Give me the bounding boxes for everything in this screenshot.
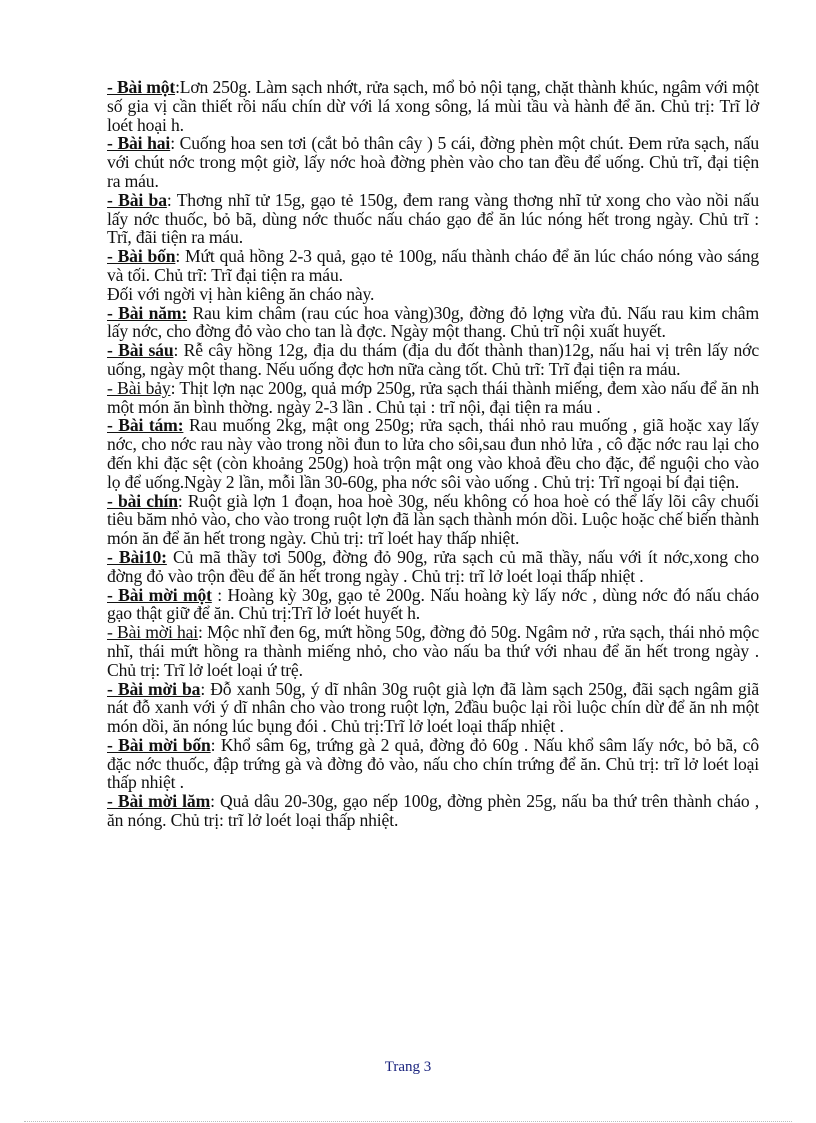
recipe-3 <box>107 191 759 247</box>
recipe-3-label: - Bài ba <box>107 189 167 210</box>
recipe-12-label: - Bài mời hai <box>107 622 199 643</box>
recipe-8-label: - Bài tám: <box>107 415 184 436</box>
recipe-11-text: : Hoàng kỳ 30g, gạo tẻ 200g. Nấu hoàng kỳ lấy nớc , dùng nớc đó nấu cháo gạo thật giữ để ăn. Chủ trị:Trĩ lở loét huyết h. <box>107 584 760 624</box>
recipe-15-label: - Bài mời lăm <box>107 791 211 812</box>
recipe-2 <box>107 134 759 190</box>
recipe-5-text: Rau kim châm (rau cúc hoa vàng)30g, đờng đỏ lợng vừa đủ. Nấu rau kim châm lấy nớc, cho đờng đỏ vào cho tan là đợc. Ngày một thang. Chủ trĩ nội xuất huyết. <box>107 302 759 342</box>
recipe-13-label: - Bài mời ba <box>107 678 201 699</box>
recipe-6-label: - Bài sáu <box>107 340 174 361</box>
recipe-4-label: - Bài bốn <box>107 246 176 267</box>
recipe-4-note <box>107 285 759 304</box>
recipe-1-label: - Bài một <box>107 77 176 97</box>
recipe-9-label: - bài chín <box>107 490 178 511</box>
recipe-4-note-text: Đối với ngời vị hàn kiêng ăn cháo này. <box>107 283 375 304</box>
recipe-4-text: : Mứt quả hồng 2-3 quả, gạo tẻ 100g, nấu thành cháo để ăn lúc cháo nóng vào sáng và tối. Chủ trĩ: Trĩ đại tiện ra máu. <box>107 246 759 285</box>
recipe-10-label: - Bài10: <box>107 546 167 567</box>
recipe-2-text: : Cuống hoa sen tơi (cắt bỏ thân cây ) 5 cái, đờng phèn một chút. Đem rửa sạch, nấu với chút nớc trong một giờ, lấy nớc hoà đờng phèn vào cho tan đều để uống. Chủ trĩ, đại tiện ra máu. <box>107 133 759 191</box>
recipe-3-text: : Thơng nhĩ tử 15g, gạo tẻ 150g, đem rang vàng thơng nhĩ tử xong cho vào nồi nấu lấy nớc thuốc, bỏ bã, dùng nớc thuốc nấu cháo gạo để ăn lúc nóng hết trong ngày. Chủ trĩ : Trĩ, đãi tiện ra máu. <box>107 189 759 248</box>
recipe-9-text: : Ruột già lợn 1 đoạn, hoa hoè 30g, nếu không có hoa hoè có thể lấy lõi cây chuối tiêu băm nhỏ vào, cho vào trong ruột lợn đã làn sạch thành món dồi. Luộc hoặc chế biến thành món ăn để ăn hết trong ngày. Chủ trị: trĩ loét hay thấp nhiệt. <box>107 490 759 549</box>
recipe-14 <box>107 736 759 792</box>
recipe-15-text: : Quả dâu 20-30g, gạo nếp 100g, đờng phèn 25g, nấu ba thứ trên thành cháo , ăn nóng. Chủ trị: trĩ lở loét loại thấp nhiệt. <box>107 791 759 831</box>
recipe-11-label: - Bài mời một <box>107 584 212 605</box>
recipe-10 <box>107 548 759 586</box>
recipe-6-text: : Rễ cây hồng 12g, địa du thám (địa du đốt thành than)12g, nấu hai vị trên lấy nớc uống, ngày một thang. Nếu uống đợc hơn nữa càng tốt. Chủ trĩ: Trĩ đại tiện ra máu. <box>107 340 759 379</box>
recipe-8 <box>107 416 759 491</box>
recipe-13-text: : Đỗ xanh 50g, ý dĩ nhân 30g ruột già lợn đã làm sạch 250g, đãi sạch ngâm giã nát đỗ xanh với ý dĩ nhân cho vào trong ruột lợn, 2đầu buộc lại rồi luộc chín dừ để ăn nh một món dồi, ăn nóng lúc bụng đói . Chủ trị:Trĩ lở loét loại thấp nhiệt . <box>107 678 759 737</box>
recipe-12-text: : Mộc nhĩ đen 6g, mứt hồng 50g, đờng đỏ 50g. Ngâm nở , rửa sạch, thái nhỏ mộc nhĩ, thái mứt hồng ra thành miếng nhỏ, cho vào nấu ba thứ với nhau để ăn hết trong ngày . Chủ trị: Trĩ lở loét loại ứ trệ. <box>107 622 759 680</box>
recipe-14-text: : Khổ sâm 6g, trứng gà 2 quả, đờng đỏ 60g . Nấu khổ sâm lấy nớc, bỏ bã, cô đặc nớc thuốc, đập trứng gà và đờng đỏ vào, nấu cho chín trứng để ăn. Chủ trị: trĩ lở loét loại thấp nhiệt . <box>107 734 759 793</box>
recipe-8-text: Rau muống 2kg, mật ong 250g; rửa sạch, thái nhỏ rau muống , giã hoặc xay lấy nớc, cho nớc rau này vào trong nồi đun to lửa cho sôi,sau đun nhỏ lửa , cô đặc nớc rau lại cho đến khi đặc sệt (còn khoảng 250g) hoà trộn mật ong vào khoả đều cho đặc, để nguội cho vào lọ để uống.Ngày 2 lần, mỗi lần 30-60g, pha nớc sôi vào uống . Chủ trị: Trĩ ngoại bí đại tiện. <box>107 415 759 492</box>
recipe-15 <box>107 792 759 830</box>
recipe-10-text: Củ mã thầy tơi 500g, đờng đỏ 90g, rửa sạch củ mã thầy, nấu với ít nớc,xong cho đờng đỏ vào trộn đều để ăn hết trong ngày . Chủ trị: trĩ lở loét loại thấp nhiệt . <box>107 546 759 586</box>
recipe-2-label: - Bài hai <box>107 133 171 154</box>
recipe-7-label: - Bài bảy <box>107 377 171 398</box>
recipe-5-label: - Bài năm: <box>107 302 188 323</box>
recipe-1 <box>107 78 759 134</box>
recipe-14-label: - Bài mời bốn <box>107 734 211 755</box>
recipe-13 <box>107 680 759 736</box>
recipe-7 <box>107 379 759 417</box>
page-bottom-divider <box>24 1121 792 1122</box>
recipe-6 <box>107 341 759 379</box>
page-footer <box>0 1059 816 1076</box>
recipe-1-text: :Lơn 250g. Làm sạch nhớt, rửa sạch, mổ bỏ nội tạng, chặt thành khúc, ngâm với một số gia vị cần thiết rồi nấu chín dừ với lá xong sông, lá mùi tầu và hành để ăn. Chủ trị: Trĩ lở loét hoại h. <box>107 77 759 135</box>
recipe-11 <box>107 586 759 624</box>
document-body <box>107 78 759 830</box>
recipe-7-text: : Thịt lợn nạc 200g, quả mớp 250g, rửa sạch thái thành miếng, đem xào nấu để ăn nh một món ăn bình thờng. ngày 2-3 lần . Chủ tại : trĩ nội, đại tiện ra máu . <box>107 377 759 417</box>
recipe-4 <box>107 247 759 285</box>
recipe-12 <box>107 623 759 679</box>
recipe-9 <box>107 492 759 548</box>
recipe-5 <box>107 304 759 342</box>
page-number: Trang 3 <box>384 1059 432 1075</box>
